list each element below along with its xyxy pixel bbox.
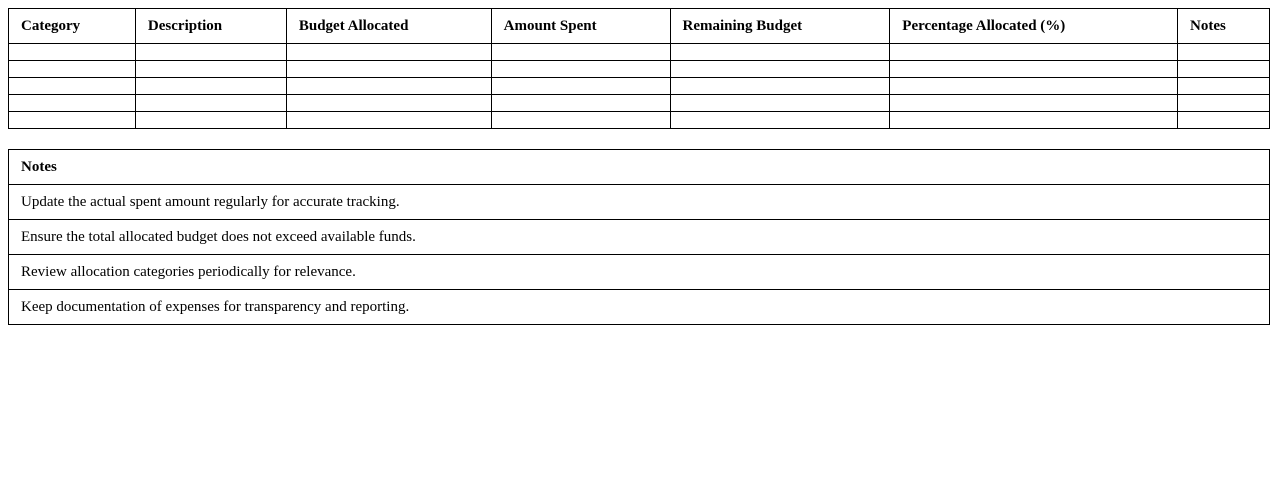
table-cell[interactable]	[670, 78, 890, 95]
table-cell[interactable]	[286, 61, 491, 78]
table-cell[interactable]	[491, 44, 670, 61]
column-header-notes: Notes	[1178, 9, 1270, 44]
table-row	[9, 112, 1270, 129]
table-cell[interactable]	[890, 44, 1178, 61]
column-header-description: Description	[135, 9, 286, 44]
table-cell[interactable]	[9, 112, 136, 129]
column-header-budget-allocated: Budget Allocated	[286, 9, 491, 44]
note-text: Ensure the total allocated budget does not exceed available funds.	[9, 220, 1270, 255]
column-header-remaining-budget: Remaining Budget	[670, 9, 890, 44]
table-cell[interactable]	[670, 95, 890, 112]
list-item	[9, 185, 1270, 220]
table-cell[interactable]	[9, 78, 136, 95]
table-cell[interactable]	[670, 61, 890, 78]
table-cell[interactable]	[491, 78, 670, 95]
table-cell[interactable]	[890, 78, 1178, 95]
table-cell[interactable]	[135, 95, 286, 112]
column-header-amount-spent: Amount Spent	[491, 9, 670, 44]
notes-header-row	[9, 150, 1270, 185]
table-cell[interactable]	[1178, 95, 1270, 112]
table-cell[interactable]	[9, 44, 136, 61]
table-row	[9, 78, 1270, 95]
table-cell[interactable]	[9, 95, 136, 112]
table-cell[interactable]	[670, 112, 890, 129]
table-cell[interactable]	[890, 95, 1178, 112]
table-cell[interactable]	[135, 44, 286, 61]
table-row	[9, 61, 1270, 78]
budget-table	[8, 8, 1270, 129]
table-cell[interactable]	[286, 112, 491, 129]
table-cell[interactable]	[135, 78, 286, 95]
list-item	[9, 220, 1270, 255]
table-cell[interactable]	[286, 78, 491, 95]
table-cell[interactable]	[670, 44, 890, 61]
table-cell[interactable]	[1178, 78, 1270, 95]
table-cell[interactable]	[491, 112, 670, 129]
note-text: Keep documentation of expenses for transparency and reporting.	[9, 290, 1270, 325]
note-text: Update the actual spent amount regularly for accurate tracking.	[9, 185, 1270, 220]
list-item	[9, 290, 1270, 325]
table-row	[9, 95, 1270, 112]
column-header-percentage-allocated: Percentage Allocated (%)	[890, 9, 1178, 44]
notes-header: Notes	[9, 150, 1270, 185]
column-header-category: Category	[9, 9, 136, 44]
note-text: Review allocation categories periodically for relevance.	[9, 255, 1270, 290]
budget-table-header-row	[9, 9, 1270, 44]
table-cell[interactable]	[9, 61, 136, 78]
table-cell[interactable]	[286, 44, 491, 61]
table-cell[interactable]	[491, 61, 670, 78]
table-cell[interactable]	[135, 112, 286, 129]
table-cell[interactable]	[890, 61, 1178, 78]
table-cell[interactable]	[1178, 44, 1270, 61]
notes-table	[8, 149, 1270, 325]
table-cell[interactable]	[890, 112, 1178, 129]
table-cell[interactable]	[1178, 61, 1270, 78]
table-cell[interactable]	[491, 95, 670, 112]
table-cell[interactable]	[135, 61, 286, 78]
table-cell[interactable]	[1178, 112, 1270, 129]
table-row	[9, 44, 1270, 61]
list-item	[9, 255, 1270, 290]
table-cell[interactable]	[286, 95, 491, 112]
